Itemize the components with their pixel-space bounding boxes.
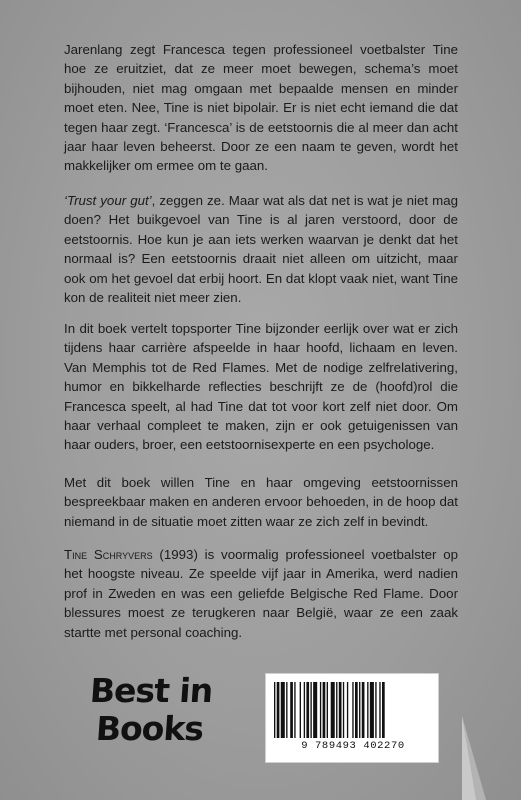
barcode-bar [379,682,380,738]
barcode-bar [327,682,328,738]
barcode-bar [370,682,374,738]
logo-line-2: Books [94,709,205,748]
barcode-bar [323,682,326,738]
barcode-bar [339,682,342,738]
barcode-bar [359,682,360,738]
isbn-number: 9 789493 402270 [301,740,405,752]
barcode-bar [281,682,285,738]
blurb-paragraph-2-text: , zeggen ze. Maar wat als dat net is wat je niet mag doen? Het buikgevoel van Tine is al jaren verstoord, door de eetstoornis. Hoe kun je aan iets werken waarvan je denkt dat het normaal is? Een eetstoornis draait niet alleen om uitzicht, maar ook om het gevoel dat erbij hoort. En dat klopt vaak niet, want Tine kon de realiteit niet meer zien. [64,193,459,306]
barcode-bar [331,682,335,738]
barcode-bar [355,682,358,738]
barcode-bar [336,682,337,738]
barcode-bar [313,682,317,738]
barcode-bar [367,682,368,738]
barcode-bar [274,682,275,738]
trust-your-gut-quote: ‘Trust your gut’ [64,193,152,208]
barcode-bar [306,682,309,738]
barcode-bar [352,682,353,738]
barcode-bar [294,682,295,738]
isbn-barcode [265,673,439,763]
blurb-paragraph-2 [64,191,458,307]
blurb-paragraph-4: Met dit boek willen Tine en haar omgeving eetstoornissen bespreekbaar maken en anderen ervoor behoeden, in de hoop dat niemand in de situatie moet zitten waar ze zich zelf in bevindt. [64,475,458,529]
barcode-bar [300,682,301,738]
barcode-bar [304,682,305,738]
blurb-paragraph-1: Jarenlang zegt Francesca tegen professioneel voetbalster Tine hoe ze eruitziet, dat ze meer moet bewegen, schema’s moet bijhouden, niet mag omgaan met bepaalde mensen en minder moet eten. Nee, Tine is niet bipolair. Er is niet echt iemand die dat tegen haar zegt. ‘Francesca’ is de eetstoornis die al meer dan acht jaar haar leven beheerst. Door ze een naam te geven, wordt het makkelijker om ermee om te gaan. [64,42,458,174]
triangle-mark-icon [452,688,492,800]
barcode-bar [382,682,385,738]
barcode-bar [286,682,287,738]
barcode-bar [277,682,280,738]
publisher-logo [90,672,224,756]
logo-line-1: Best in [88,671,214,710]
barcode-bar [310,682,311,738]
barcode-bar [347,682,348,738]
barcode-bar [320,682,321,738]
barcode-bar [290,682,293,738]
barcode-bars [274,682,432,740]
blurb-paragraph-3: In dit boek vertelt topsporter Tine bijzonder eerlijk over wat er zich tijdens haar carrière afspeelde in haar hoofd, lichaam en leven. Van Memphis tot de Red Flames. Met de nodige zelfrelativering, humor en bikkelharde reflecties beschrijft ze de (hoofd)rol die Francesca speelt, al had Tine dat tot voor kort zelf niet door. Om haar verhaal compleet te maken, zijn er ook getuigenissen van haar ouders, broer, een eetstoornisexperte en een psychologe. [64,321,458,453]
barcode-bar [362,682,365,738]
barcode-bar [343,682,344,738]
barcode-bar [375,682,376,738]
author-bio-text: (1993) is voormalig professioneel voetbalster op het hoogste niveau. Ze speelde vijf jaar in Amerika, werd nadien prof in Zweden en was een geliefde Belgische Red Flame. Door blessures moest ze terugkeren naar België, waar ze een zaak startte met personal coaching. [64,547,458,640]
author-bio [64,545,458,642]
author-name: Tine Schryvers [64,547,153,562]
